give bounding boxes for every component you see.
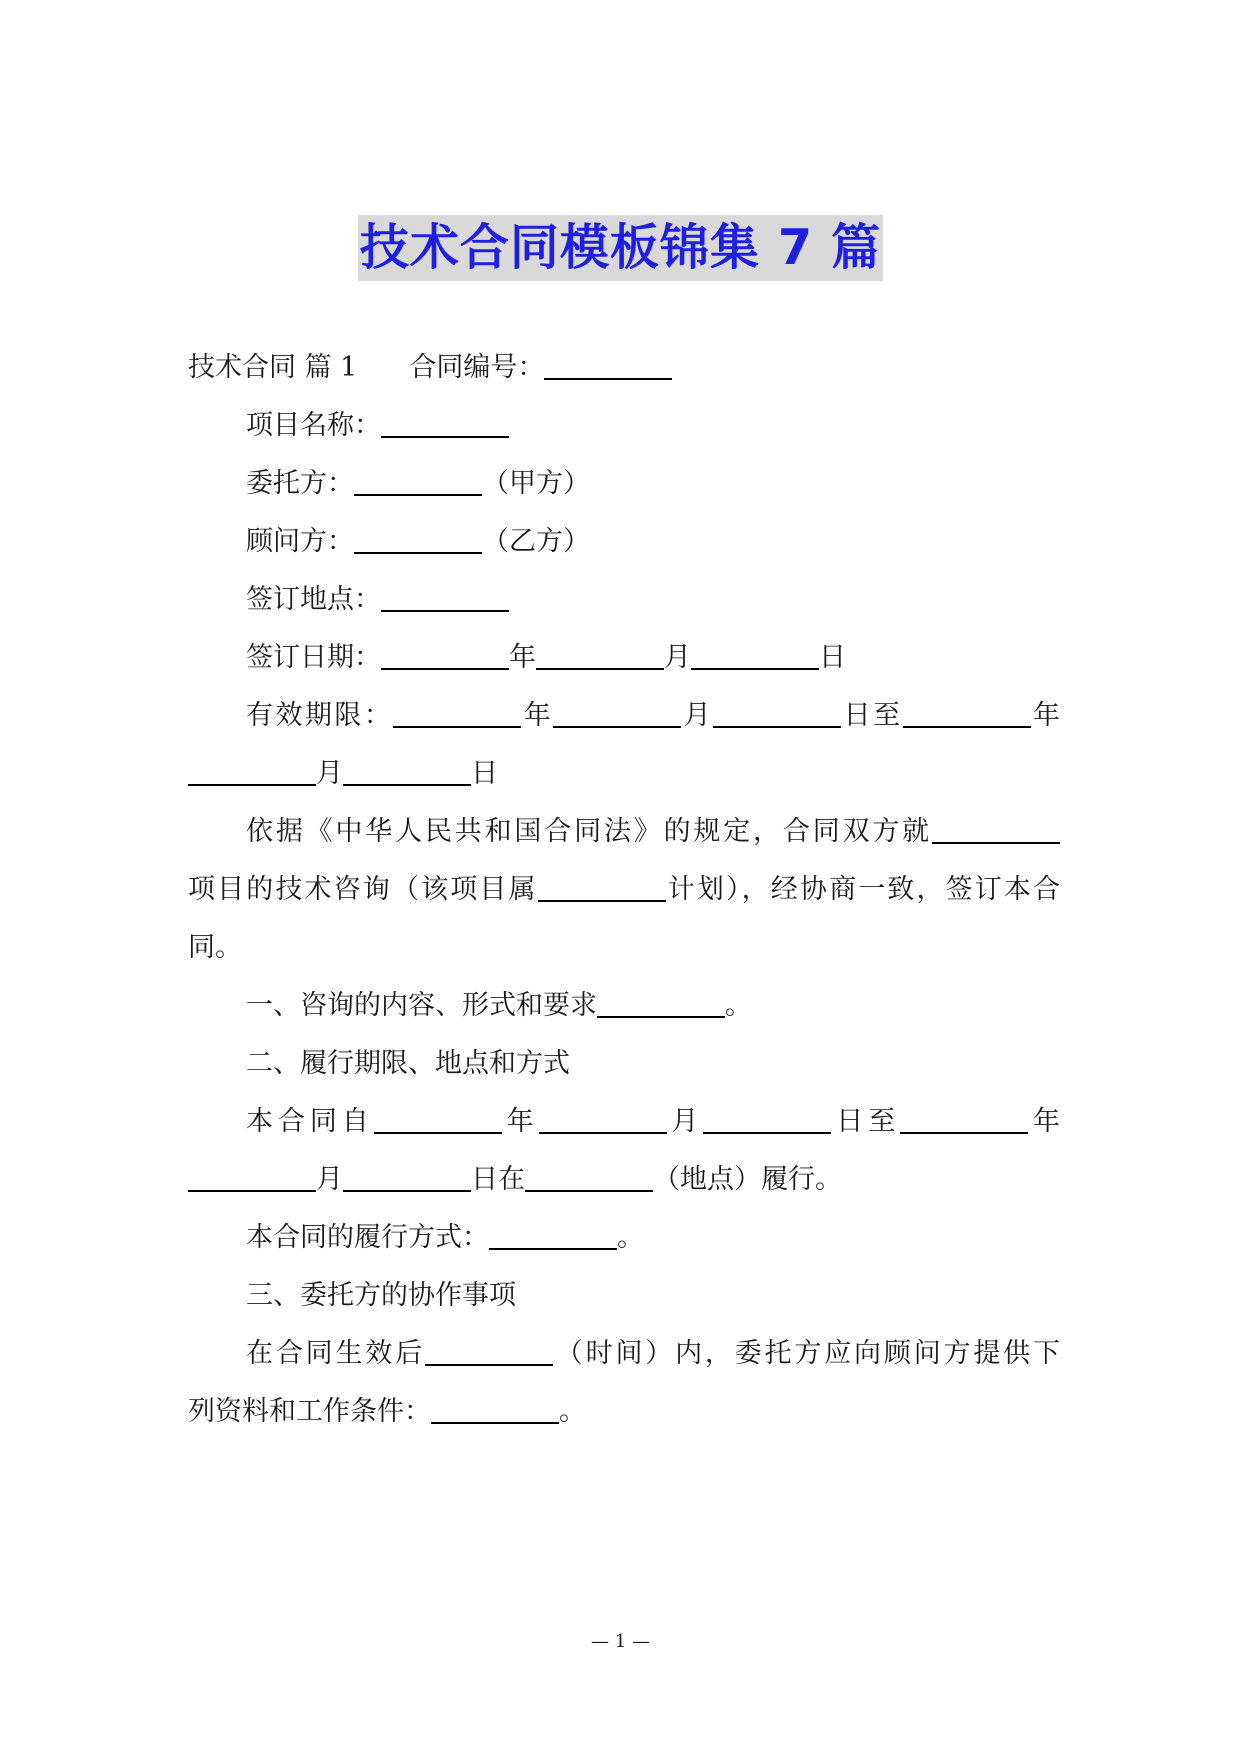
consultant-line — [188, 524, 1060, 560]
period-line-1 — [188, 1104, 1060, 1140]
unit-day: 日 — [471, 758, 498, 789]
blank — [903, 698, 1031, 728]
blank — [553, 698, 681, 728]
basis-text-1: 依据《中华人民共和国合同法》的规定，合同双方就 — [246, 816, 932, 847]
project-name-blank — [381, 408, 509, 438]
consultant-label: 顾问方： — [246, 526, 354, 557]
client-label: 委托方： — [246, 468, 354, 499]
section3-heading — [188, 1278, 1060, 1314]
section2-heading — [188, 1046, 1060, 1082]
blank — [703, 1104, 831, 1134]
unit-day-to: 日至 — [831, 1106, 901, 1137]
blank — [188, 1162, 316, 1192]
blank — [343, 1162, 471, 1192]
basis-text-3: 同。 — [188, 932, 242, 963]
blank — [713, 698, 841, 728]
blank — [691, 640, 819, 670]
unit-year: 年 — [509, 642, 536, 673]
method-label: 本合同的履行方式： — [246, 1222, 489, 1253]
place-note: （地点）履行。 — [653, 1164, 842, 1195]
method-end: 。 — [617, 1222, 644, 1253]
blank — [525, 1162, 653, 1192]
basis-line-3 — [188, 930, 1060, 966]
consultant-blank — [354, 524, 482, 554]
unit-month: 月 — [664, 642, 691, 673]
contract-heading: 技术合同 篇 1 — [188, 352, 358, 383]
blank — [597, 988, 725, 1018]
blank — [536, 640, 664, 670]
section3-text-2: 列资料和工作条件： — [188, 1396, 431, 1427]
blank — [932, 814, 1060, 844]
unit-year: 年 — [1028, 1106, 1061, 1137]
sign-date-label: 签订日期： — [246, 642, 381, 673]
unit-year: 年 — [501, 1106, 539, 1137]
section2-heading-text: 二、履行期限、地点和方式 — [246, 1048, 570, 1079]
section1-text: 一、咨询的内容、形式和要求 — [246, 990, 597, 1021]
section3-text-1a: 在合同生效后 — [246, 1338, 425, 1369]
blank — [431, 1394, 559, 1424]
basis-line-1 — [188, 814, 1060, 850]
unit-month: 月 — [681, 700, 714, 731]
unit-day-to: 日至 — [841, 700, 903, 731]
section1-line — [188, 988, 1060, 1024]
sign-place-line — [188, 582, 1060, 618]
unit-month: 月 — [316, 1164, 343, 1195]
section3-line-2 — [188, 1394, 1060, 1430]
validity-line — [188, 698, 1060, 734]
blank — [374, 1104, 502, 1134]
blank — [425, 1336, 553, 1366]
contract-no-blank — [544, 350, 672, 380]
blank — [381, 640, 509, 670]
section1-end: 。 — [725, 990, 752, 1021]
unit-month: 月 — [666, 1106, 704, 1137]
client-note: （甲方） — [482, 468, 590, 499]
basis-text-2b: 计划），经协商一致，签订本合 — [665, 874, 1061, 905]
blank — [900, 1104, 1028, 1134]
blank — [539, 1104, 667, 1134]
client-blank — [354, 466, 482, 496]
sign-place-label: 签订地点： — [246, 584, 381, 615]
basis-line-2 — [188, 872, 1060, 908]
section3-end: 。 — [559, 1396, 586, 1427]
sign-place-blank — [381, 582, 509, 612]
period-line-2 — [188, 1162, 1060, 1198]
blank — [538, 872, 666, 902]
validity-line-2 — [188, 756, 1060, 792]
client-line — [188, 466, 1060, 502]
validity-label: 有效期限： — [246, 700, 394, 731]
unit-month: 月 — [316, 758, 343, 789]
section3-heading-text: 三、委托方的协作事项 — [246, 1280, 516, 1311]
unit-year: 年 — [521, 700, 554, 731]
method-line — [188, 1220, 1060, 1256]
project-name-label: 项目名称： — [246, 410, 381, 441]
section3-text-1b: （时间）内，委托方应向顾问方提供下 — [552, 1338, 1061, 1369]
document-title: 技术合同模板锦集 7 篇 — [358, 215, 883, 281]
project-name-line — [188, 408, 1060, 444]
blank — [489, 1220, 617, 1250]
page-number: — 1 — — [591, 1631, 650, 1652]
title-wrap — [0, 215, 1241, 281]
heading-line — [188, 350, 1060, 386]
blank — [188, 756, 316, 786]
blank — [393, 698, 521, 728]
period-from: 本合同自 — [246, 1106, 374, 1137]
contract-no-label: 合同编号： — [409, 352, 545, 383]
basis-text-2a: 项目的技术咨询（该项目属 — [188, 874, 538, 905]
consultant-note: （乙方） — [482, 526, 590, 557]
section3-line-1 — [188, 1336, 1060, 1372]
unit-day: 日 — [819, 642, 846, 673]
sign-date-line — [188, 640, 1060, 676]
blank — [343, 756, 471, 786]
unit-day-at: 日在 — [471, 1164, 525, 1195]
unit-year: 年 — [1030, 700, 1061, 731]
